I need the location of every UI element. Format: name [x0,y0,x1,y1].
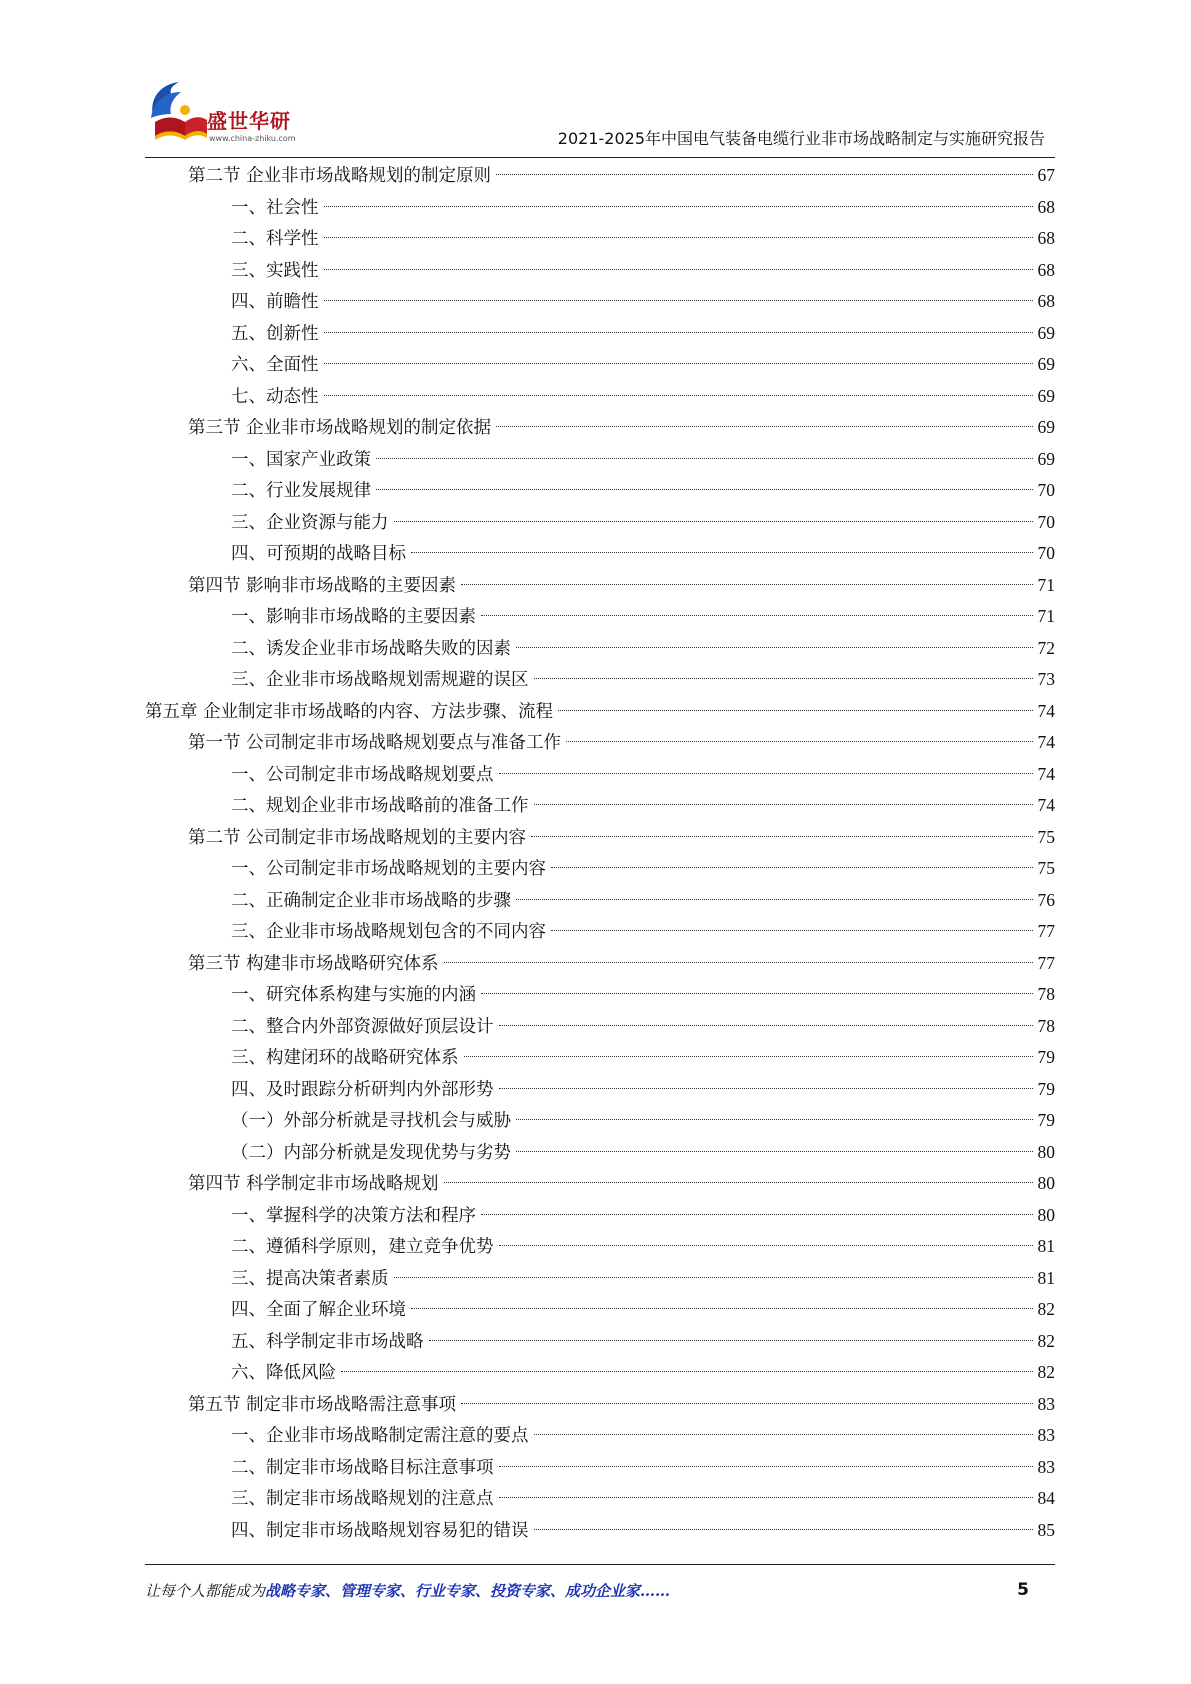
toc-entry[interactable] [145,1105,1055,1137]
toc-entry-label: 二、制定非市场战略目标注意事项 [231,1457,494,1478]
toc-entry-page: 78 [1037,1015,1055,1036]
toc-dot-leader [558,710,1032,711]
toc-entry[interactable] [145,948,1055,980]
toc-entry[interactable] [145,1231,1055,1263]
toc-entry-page: 67 [1037,165,1055,185]
toc-entry-label: 四、制定非市场战略规划容易犯的错误 [231,1520,529,1541]
footer-divider [145,1564,1055,1565]
toc-entry-label: 二、正确制定企业非市场战略的步骤 [231,890,511,911]
toc-dot-leader [481,1214,1033,1215]
toc-entry-label: 第三节 构建非市场战略研究体系 [188,953,439,974]
toc-dot-leader [534,804,1033,805]
brand-name: 盛世华研 [207,109,291,133]
toc-entry-label: 五、科学制定非市场战略 [231,1331,424,1352]
toc-entry-label: 二、遵循科学原则，建立竞争优势 [231,1237,494,1257]
toc-entry[interactable] [145,633,1055,665]
toc-entry-page: 70 [1037,480,1055,500]
toc-entry[interactable] [145,1074,1055,1106]
toc-entry[interactable] [145,1483,1055,1515]
report-title: 2021-2025年中国电气装备电缆行业非市场战略制定与实施研究报告 [557,129,1045,148]
toc-entry-label: 三、企业非市场战略规划需规避的误区 [231,670,529,690]
toc-entry[interactable] [145,507,1055,539]
toc-entry-label: 二、整合内外部资源做好顶层设计 [231,1016,494,1037]
toc-entry[interactable] [145,223,1055,255]
toc-entry-label: 三、实践性 [231,260,319,281]
toc-entry[interactable] [145,1420,1055,1452]
toc-dot-leader [496,426,1032,427]
toc-dot-leader [461,1403,1032,1404]
toc-entry[interactable] [145,1357,1055,1389]
toc-entry-page: 70 [1037,511,1055,532]
footer-slogan-roles: 战略专家、管理专家、行业专家、投资专家、成功企业家…… [265,1582,671,1600]
page-number: 5 [1017,1580,1029,1600]
toc-entry-label: 三、提高决策者素质 [231,1268,389,1289]
toc-entry-page: 84 [1037,1488,1055,1508]
toc-dot-leader [499,1245,1033,1246]
toc-entry-page: 79 [1037,1078,1055,1099]
toc-entry-label: 四、及时跟踪分析研判内外部形势 [231,1079,494,1100]
toc-entry[interactable] [145,286,1055,318]
toc-entry-label: 五、创新性 [231,323,319,344]
toc-dot-leader [516,899,1033,900]
toc-entry[interactable] [145,255,1055,287]
toc-entry[interactable] [145,822,1055,854]
toc-dot-leader [516,647,1033,648]
toc-dot-leader [481,993,1033,994]
toc-dot-leader [324,363,1033,364]
page-header [145,78,1055,158]
toc-entry-label: 第三节 企业非市场战略规划的制定依据 [188,418,492,438]
toc-dot-leader [324,237,1033,238]
toc-dot-leader [481,615,1033,616]
toc-entry-page: 81 [1037,1267,1055,1288]
toc-dot-leader [496,174,1032,175]
toc-entry-page: 74 [1037,795,1055,815]
toc-entry-label: 第四节 影响非市场战略的主要因素 [188,575,457,596]
toc-entry[interactable] [145,727,1055,759]
toc-entry-page: 85 [1037,1519,1055,1540]
toc-entry[interactable] [145,759,1055,791]
toc-entry[interactable] [145,1294,1055,1326]
toc-entry-label: 四、可预期的战略目标 [231,544,406,564]
toc-entry-page: 82 [1037,1330,1055,1351]
toc-entry-page: 75 [1037,858,1055,878]
toc-entry-label: 一、国家产业政策 [231,449,371,470]
toc-entry-label: （二）内部分析就是发现优势与劣势 [231,1142,511,1163]
toc-entry-page: 83 [1037,1456,1055,1477]
toc-entry-page: 76 [1037,889,1055,910]
toc-dot-leader [444,962,1033,963]
toc-entry-page: 74 [1037,763,1055,784]
toc-entry-page: 68 [1037,196,1055,217]
toc-entry[interactable] [145,1263,1055,1295]
toc-entry-page: 74 [1037,732,1055,752]
toc-entry-page: 78 [1037,984,1055,1004]
toc-entry-label: 一、影响非市场战略的主要因素 [231,607,476,627]
toc-dot-leader [324,269,1033,270]
toc-entry[interactable] [145,570,1055,602]
toc-entry-page: 69 [1037,354,1055,374]
toc-entry-label: 一、研究体系构建与实施的内涵 [231,985,476,1005]
toc-dot-leader [551,867,1033,868]
toc-dot-leader [551,930,1033,931]
toc-entry-page: 80 [1037,1204,1055,1225]
toc-entry[interactable] [145,412,1055,444]
toc-entry-page: 82 [1037,1362,1055,1382]
toc-dot-leader [499,1497,1033,1498]
toc-dot-leader [566,741,1032,742]
toc-entry-label: 四、前瞻性 [231,292,319,312]
toc-entry-page: 72 [1037,637,1055,658]
toc-entry[interactable] [145,1200,1055,1232]
toc-dot-leader [499,773,1033,774]
toc-entry-label: 四、全面了解企业环境 [231,1300,406,1320]
header-divider [145,157,1055,158]
page-footer [145,1580,1055,1610]
toc-entry-label: 第五章 企业制定非市场战略的内容、方法步骤、流程 [145,701,554,722]
toc-entry[interactable] [145,160,1055,192]
toc-entry[interactable] [145,790,1055,822]
toc-entry-page: 71 [1037,606,1055,626]
toc-entry-label: 七、动态性 [231,386,319,407]
toc-entry-label: 二、科学性 [231,229,319,249]
toc-entry-page: 80 [1037,1141,1055,1162]
toc-entry-page: 80 [1037,1173,1055,1193]
toc-entry[interactable] [145,696,1055,728]
toc-dot-leader [461,584,1032,585]
toc-dot-leader [499,1025,1033,1026]
toc-entry-label: 第二节 企业非市场战略规划的制定原则 [188,166,492,186]
toc-entry-label: （一）外部分析就是寻找机会与威胁 [231,1111,511,1131]
toc-entry[interactable] [145,538,1055,570]
toc-dot-leader [531,836,1032,837]
toc-entry-label: 第二节 公司制定非市场战略规划的主要内容 [188,827,527,848]
toc-entry-label: 三、企业非市场战略规划包含的不同内容 [231,922,546,942]
company-logo [145,78,345,148]
toc-dot-leader [444,1182,1033,1183]
toc-entry-page: 68 [1037,291,1055,311]
toc-entry[interactable] [145,601,1055,633]
toc-entry-page: 81 [1037,1236,1055,1256]
toc-entry-label: 二、诱发企业非市场战略失败的因素 [231,638,511,659]
toc-dot-leader [376,489,1033,490]
brand-url: www.china-zhiku.com [209,134,296,143]
toc-entry[interactable] [145,1326,1055,1358]
toc-dot-leader [534,1434,1033,1435]
footer-slogan-prefix: 让每个人都能成为 [145,1582,266,1600]
toc-entry-page: 79 [1037,1110,1055,1130]
toc-entry[interactable] [145,1452,1055,1484]
toc-dot-leader [376,458,1033,459]
toc-entry[interactable] [145,979,1055,1011]
toc-entry-label: 一、企业非市场战略制定需注意的要点 [231,1426,529,1446]
toc-dot-leader [394,521,1033,522]
toc-entry-page: 73 [1037,669,1055,689]
toc-entry[interactable] [145,853,1055,885]
toc-dot-leader [324,206,1033,207]
toc-entry[interactable] [145,192,1055,224]
toc-dot-leader [499,1088,1033,1089]
toc-entry-page: 74 [1037,700,1055,721]
toc-entry-label: 一、掌握科学的决策方法和程序 [231,1205,476,1226]
toc-dot-leader [411,1308,1033,1309]
toc-dot-leader [341,1371,1033,1372]
toc-entry-label: 第四节 科学制定非市场战略规划 [188,1174,439,1194]
toc-entry-page: 68 [1037,228,1055,248]
toc-dot-leader [464,1056,1033,1057]
toc-dot-leader [324,300,1033,301]
toc-dot-leader [324,395,1033,396]
toc-entry-label: 二、行业发展规律 [231,481,371,501]
toc-entry-label: 一、公司制定非市场战略规划的主要内容 [231,859,546,879]
toc-entry[interactable] [145,318,1055,350]
toc-dot-leader [499,1466,1033,1467]
toc-entry-page: 69 [1037,385,1055,406]
toc-dot-leader [516,1151,1033,1152]
toc-entry-label: 六、全面性 [231,355,319,375]
toc-entry-label: 一、公司制定非市场战略规划要点 [231,764,494,785]
toc-entry[interactable] [145,1515,1055,1547]
toc-entry[interactable] [145,1168,1055,1200]
toc-entry-page: 69 [1037,417,1055,437]
toc-entry[interactable] [145,1137,1055,1169]
toc-entry-page: 77 [1037,921,1055,941]
toc-entry[interactable] [145,664,1055,696]
toc-dot-leader [516,1119,1033,1120]
toc-entry[interactable] [145,1042,1055,1074]
toc-entry[interactable] [145,444,1055,476]
toc-entry[interactable] [145,381,1055,413]
toc-entry[interactable] [145,349,1055,381]
toc-dot-leader [534,1529,1033,1530]
toc-entry[interactable] [145,475,1055,507]
toc-dot-leader [411,552,1033,553]
toc-entry-label: 第一节 公司制定非市场战略规划要点与准备工作 [188,733,562,753]
toc-entry-label: 一、社会性 [231,197,319,218]
toc-entry-label: 三、构建闭环的战略研究体系 [231,1048,459,1068]
toc-entry-page: 71 [1037,574,1055,595]
toc-entry-page: 83 [1037,1393,1055,1414]
toc-entry-label: 三、制定非市场战略规划的注意点 [231,1489,494,1509]
toc-dot-leader [394,1277,1033,1278]
toc-entry-page: 79 [1037,1047,1055,1067]
toc-entry-label: 三、企业资源与能力 [231,512,389,533]
toc-entry-label: 六、降低风险 [231,1363,336,1383]
toc-entry-page: 77 [1037,952,1055,973]
toc-entry[interactable] [145,1389,1055,1421]
toc-entry-page: 69 [1037,448,1055,469]
toc-dot-leader [324,332,1033,333]
toc-entry[interactable] [145,885,1055,917]
toc-entry-page: 75 [1037,826,1055,847]
toc-entry[interactable] [145,1011,1055,1043]
toc-dot-leader [534,678,1033,679]
toc-entry-page: 82 [1037,1299,1055,1319]
toc-entry-page: 70 [1037,543,1055,563]
toc-entry-label: 第五节 制定非市场战略需注意事项 [188,1394,457,1415]
toc-entry[interactable] [145,916,1055,948]
toc-entry-page: 69 [1037,322,1055,343]
toc-entry-page: 68 [1037,259,1055,280]
logo-emblem-icon [145,78,209,146]
toc-entry-page: 83 [1037,1425,1055,1445]
toc-dot-leader [429,1340,1033,1341]
table-of-contents [145,160,1055,1546]
toc-entry-label: 二、规划企业非市场战略前的准备工作 [231,796,529,816]
